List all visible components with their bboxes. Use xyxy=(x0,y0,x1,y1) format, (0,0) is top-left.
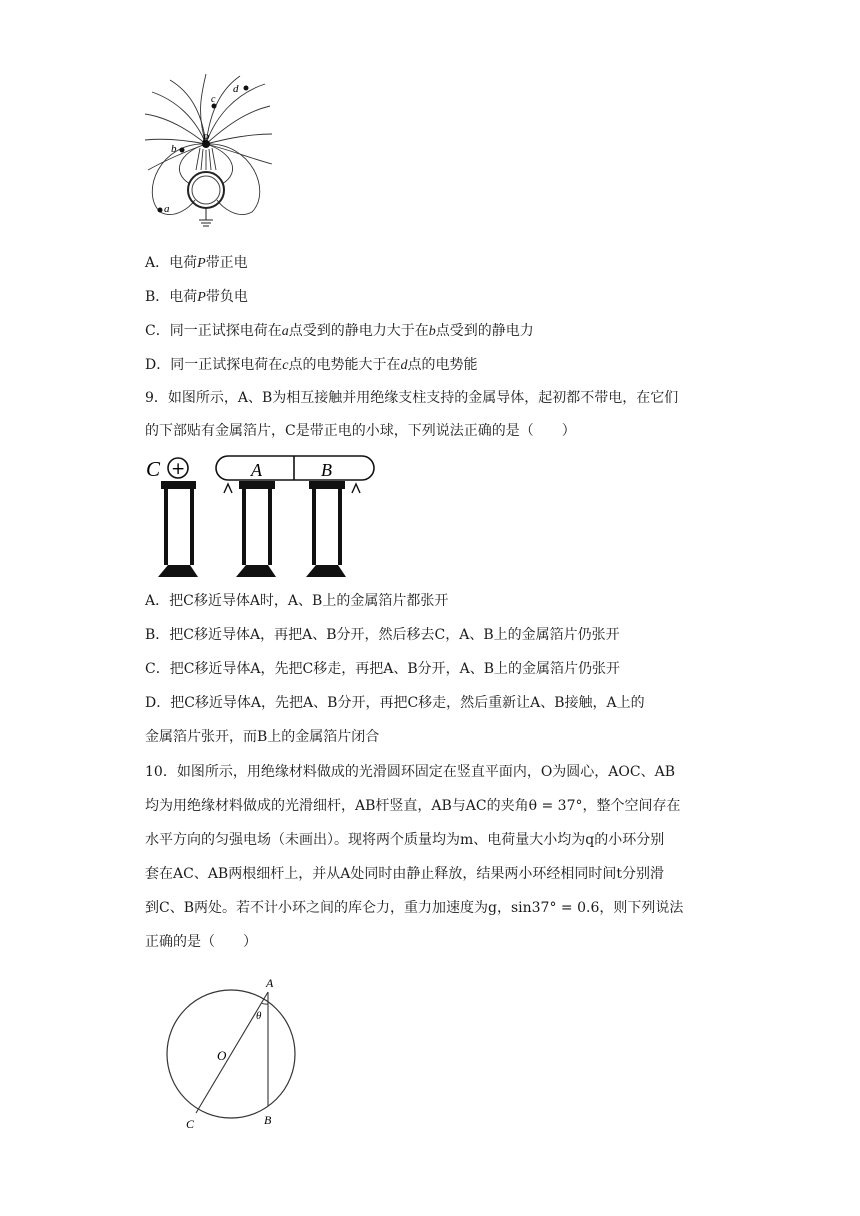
q8-option-b xyxy=(145,287,248,308)
label-ring-a: A xyxy=(266,976,274,990)
q8-option-a-post: 带正电 xyxy=(205,255,248,271)
q8-option-b-var: P xyxy=(197,290,206,305)
q8-option-d-var: c xyxy=(282,358,289,373)
conductors-svg xyxy=(140,452,380,582)
q10-stem-line-5: 到C、B两处。若不计小环之间的库仑力，重力加速度为g，sin37° = 0.6，则下列说法 xyxy=(145,900,684,916)
q8-option-a xyxy=(145,253,248,274)
q9-stem-line-1: 9．如图所示，A、B为相互接触并用绝缘支柱支持的金属导体，起初都不带电，在它们 xyxy=(145,390,679,406)
q9-option-d-continued: 金属箔片张开，而B上的金属箔片闭合 xyxy=(145,729,380,745)
label-b: b xyxy=(171,143,177,155)
label-c: c xyxy=(211,94,216,105)
conductors-figure xyxy=(140,452,380,582)
label-conductor-a: A xyxy=(251,460,262,480)
q8-option-c-var2: b xyxy=(428,324,436,339)
q8-option-c-var: a xyxy=(281,324,289,339)
q10-stem-line-6: 正确的是（ ） xyxy=(145,934,257,950)
q9-option-b: B．把C移近导体A，再把A、B分开，然后移去C，A、B上的金属箔片仍张开 xyxy=(145,627,620,643)
label-theta: θ xyxy=(256,1010,262,1022)
q8-option-c xyxy=(145,321,534,342)
q8-option-c-post: 点受到的静电力 xyxy=(435,323,534,339)
q8-option-d-post: 点的电势能 xyxy=(407,357,478,373)
plus-sign: + xyxy=(171,459,186,479)
q8-option-a-var: P xyxy=(197,256,206,271)
label-ball-c: C xyxy=(146,457,161,481)
q9-stem-line-2: 的下部贴有金属箔片，C是带正电的小球，下列说法正确的是（ ） xyxy=(145,423,576,439)
q10-stem-line-4: 套在AC、AB两根细杆上，并从A处同时由静止释放，结果两小环经相同时间t分别滑 xyxy=(145,866,664,882)
q8-option-d-mid: 点的电势能大于在 xyxy=(288,357,401,373)
q8-option-b-pre: B．电荷 xyxy=(145,289,198,305)
q8-option-b-post: 带负电 xyxy=(205,289,248,305)
q8-option-d-pre: D．同一正试探电荷在 xyxy=(145,357,283,373)
label-ring-b: B xyxy=(264,1113,272,1127)
q8-option-a-pre: A．电荷 xyxy=(145,255,198,271)
q9-option-c: C．把C移近导体A，先把C移走，再把A、B分开，A、B上的金属箔片仍张开 xyxy=(145,661,621,677)
ring-figure xyxy=(155,968,305,1133)
label-d: d xyxy=(233,83,239,95)
q8-option-c-mid: 点受到的静电力大于在 xyxy=(288,323,429,339)
field-lines-figure xyxy=(140,72,275,234)
q10-stem-line-3: 水平方向的匀强电场（未画出）。现将两个质量均为m、电荷量大小均为q的小环分别 xyxy=(145,832,665,848)
q8-option-d-var2: d xyxy=(400,358,408,373)
q10-stem-line-1: 10．如图所示，用绝缘材料做成的光滑圆环固定在竖直平面内，O为圆心，AOC、AB xyxy=(145,764,675,780)
q8-option-c-pre: C．同一正试探电荷在 xyxy=(145,323,282,339)
q10-stem-line-2: 均为用绝缘材料做成的光滑细杆，AB杆竖直，AB与AC的夹角θ = 37°，整个空间存在 xyxy=(145,798,681,814)
q8-option-d xyxy=(145,355,477,376)
label-conductor-b: B xyxy=(321,460,332,480)
label-ring-o: O xyxy=(217,1048,227,1063)
q9-option-d: D．把C移近导体A，先把A、B分开，再把C移走，然后重新让A、B接触，A上的 xyxy=(145,695,645,711)
label-ring-c: C xyxy=(186,1117,195,1131)
q9-option-a: A．把C移近导体A时，A、B上的金属箔片都张开 xyxy=(145,593,449,609)
label-p: P xyxy=(202,131,210,145)
field-lines-svg xyxy=(140,72,275,234)
label-a: a xyxy=(164,203,170,215)
ring-svg xyxy=(155,968,305,1133)
